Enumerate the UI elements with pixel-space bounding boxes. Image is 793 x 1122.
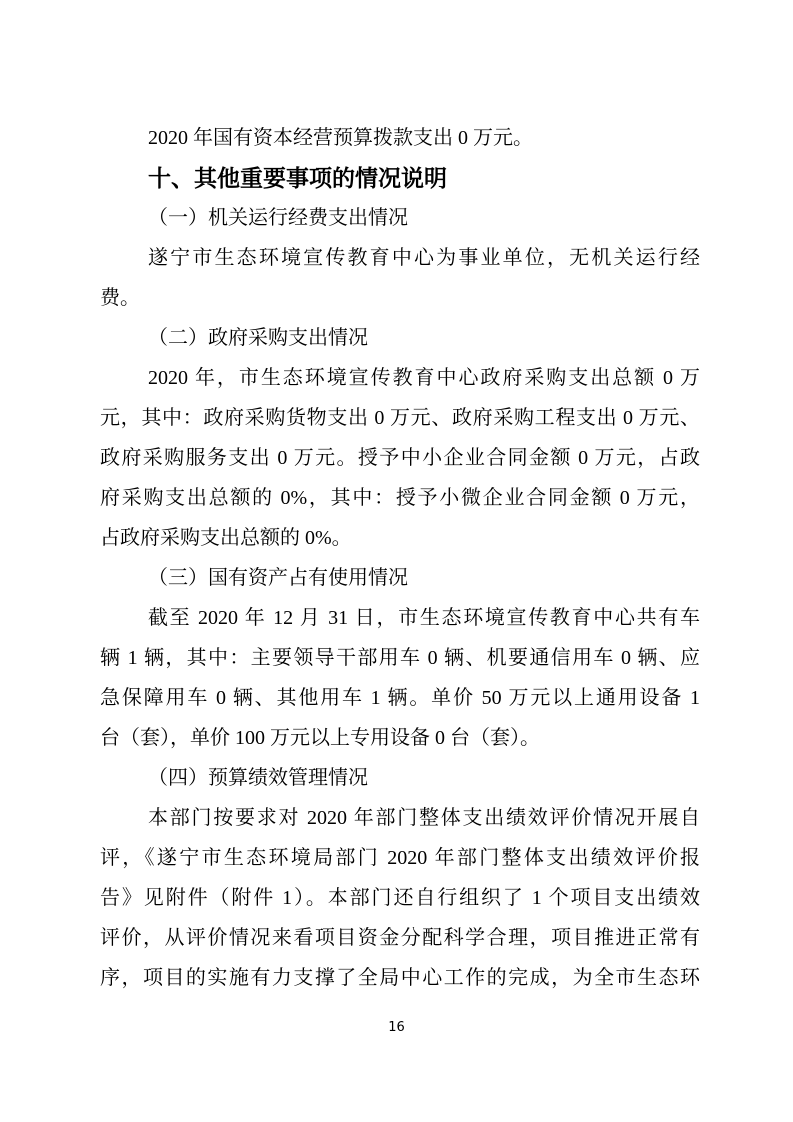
section-heading-line: 十、其他重要事项的情况说明 bbox=[148, 165, 447, 191]
body-text-line: 占政府采购支出总额的 0%。 bbox=[100, 527, 352, 549]
body-text-line: 元，其中：政府采购货物支出 0 万元、政府采购工程支出 0 万元、 bbox=[100, 407, 700, 429]
subsection-heading-line: （三）国有资产占有使用情况 bbox=[148, 567, 408, 589]
subsection-heading-line: （四）预算绩效管理情况 bbox=[148, 767, 368, 789]
body-text-line: 急保障用车 0 辆、其他用车 1 辆。单价 50 万元以上通用设备 1 bbox=[100, 687, 700, 709]
body-text-line: 评，《遂宁市生态环境局部门 2020 年部门整体支出绩效评价报 bbox=[100, 847, 700, 869]
body-text-line: 遂宁市生态环境宣传教育中心为事业单位，无机关运行经 bbox=[148, 247, 700, 269]
body-text-line: 辆 1 辆，其中：主要领导干部用车 0 辆、机要通信用车 0 辆、应 bbox=[100, 647, 700, 669]
body-text-line: 截至 2020 年 12 月 31 日，市生态环境宣传教育中心共有车 bbox=[148, 607, 700, 629]
text-block bbox=[100, 118, 700, 998]
body-text-line: 告》见附件（附件 1）。本部门还自行组织了 1 个项目支出绩效 bbox=[100, 887, 700, 909]
subsection-heading-line: （二）政府采购支出情况 bbox=[148, 327, 368, 349]
body-text-line: 2020 年，市生态环境宣传教育中心政府采购支出总额 0 万 bbox=[148, 367, 700, 389]
page-number: 16 bbox=[388, 1020, 405, 1035]
body-text-line: 台（套），单价 100 万元以上专用设备 0 台（套）。 bbox=[100, 727, 540, 749]
subsection-heading-line: （一）机关运行经费支出情况 bbox=[148, 207, 408, 229]
body-text-line: 费。 bbox=[100, 287, 140, 309]
body-text-line: 评价，从评价情况来看项目资金分配科学合理，项目推进正常有 bbox=[100, 927, 700, 949]
body-text-line: 府采购支出总额的 0%，其中：授予小微企业合同金额 0 万元， bbox=[100, 487, 700, 509]
body-text-line: 政府采购服务支出 0 万元。授予中小企业合同金额 0 万元，占政 bbox=[100, 447, 700, 469]
body-text-line: 序，项目的实施有力支撑了全局中心工作的完成，为全市生态环 bbox=[100, 967, 700, 989]
body-text-line: 本部门按要求对 2020 年部门整体支出绩效评价情况开展自 bbox=[148, 807, 700, 829]
body-text-line: 2020 年国有资本经营预算拨款支出 0 万元。 bbox=[148, 127, 533, 149]
